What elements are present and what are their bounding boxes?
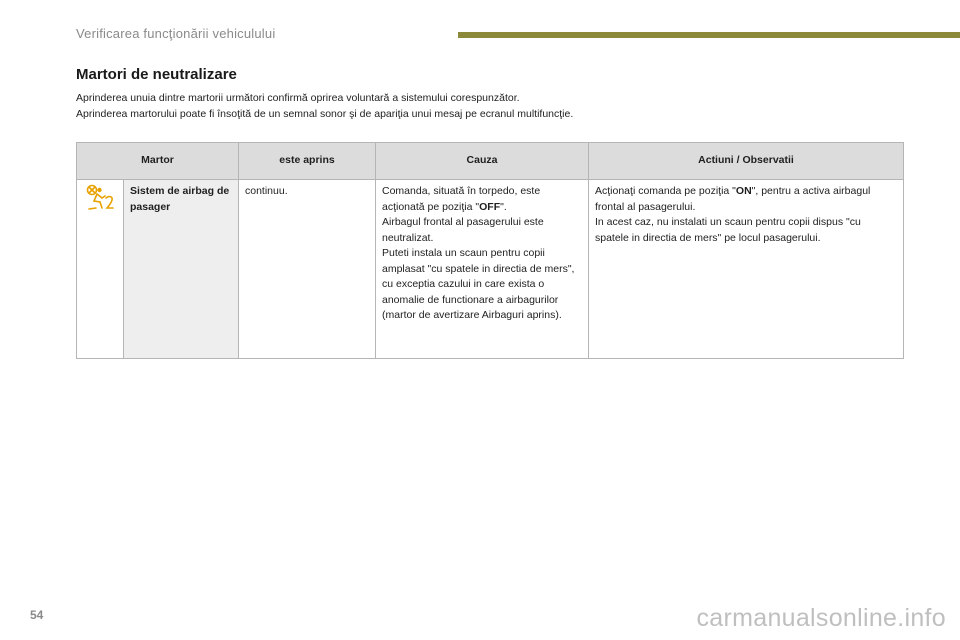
cauza-text-post: ". — [500, 200, 507, 213]
header-accent-bar — [458, 32, 960, 38]
watermark: carmanualsonline.info — [696, 604, 946, 632]
intro-line-1: Aprinderea unuia dintre martorii următori confirmă oprirea voluntară a sistemului corespunzător. — [76, 92, 520, 104]
chapter-title: Verificarea funcţionării vehiculului — [76, 26, 276, 41]
section-title: Martori de neutralizare — [76, 66, 237, 83]
intro-text — [76, 90, 896, 122]
actiuni-line-1 — [595, 184, 897, 215]
warning-lights-table — [76, 142, 904, 359]
actiuni-line-2: In acest caz, nu instalati un scaun pentru copii dispus "cu spatele in directia de mers" pe locul pasagerului. — [595, 216, 861, 244]
header-martor: Martor — [77, 143, 239, 180]
icon-cell — [77, 180, 124, 359]
cauza-line-3: Puteti instala un scaun pentru copii amplasat "cu spatele in directia de mers", cu exceptia cazului in care exista o anomalie de functionare a airbagurilor (martor de avertizare Airbaguri aprins). — [382, 247, 575, 321]
aprins-cell: continuu. — [239, 180, 376, 359]
intro-line-2: Aprinderea martorului poate fi însoţită de un semnal sonor şi de apariţia unui mesaj pe ecranul multifuncţie. — [76, 108, 574, 120]
table-row — [77, 180, 904, 359]
airbag-passenger-off-icon — [85, 184, 115, 212]
table-header-row — [77, 143, 904, 180]
martor-cell: Sistem de airbag de pasager — [124, 180, 239, 359]
cauza-line-2: Airbagul frontal al pasagerului este neutralizat. — [382, 216, 544, 244]
header-actiuni: Actiuni / Observatii — [589, 143, 904, 180]
actiuni-text-post: ", pentru a activa airbagul frontal al pasagerului. — [595, 185, 871, 213]
cauza-cell — [376, 180, 589, 359]
actiuni-cell — [589, 180, 904, 359]
cauza-line-1 — [382, 184, 582, 215]
page-number: 54 — [30, 608, 44, 622]
header-cauza: Cauza — [376, 143, 589, 180]
cauza-text-bold: OFF — [479, 200, 501, 213]
actiuni-text-pre: Acţionaţi comanda pe poziţia " — [595, 185, 736, 197]
cauza-text-pre: Comanda, situată în torpedo, este acţionată pe poziţia " — [382, 185, 541, 213]
header-este-aprins: este aprins — [239, 143, 376, 180]
actiuni-text-bold: ON — [735, 185, 752, 197]
